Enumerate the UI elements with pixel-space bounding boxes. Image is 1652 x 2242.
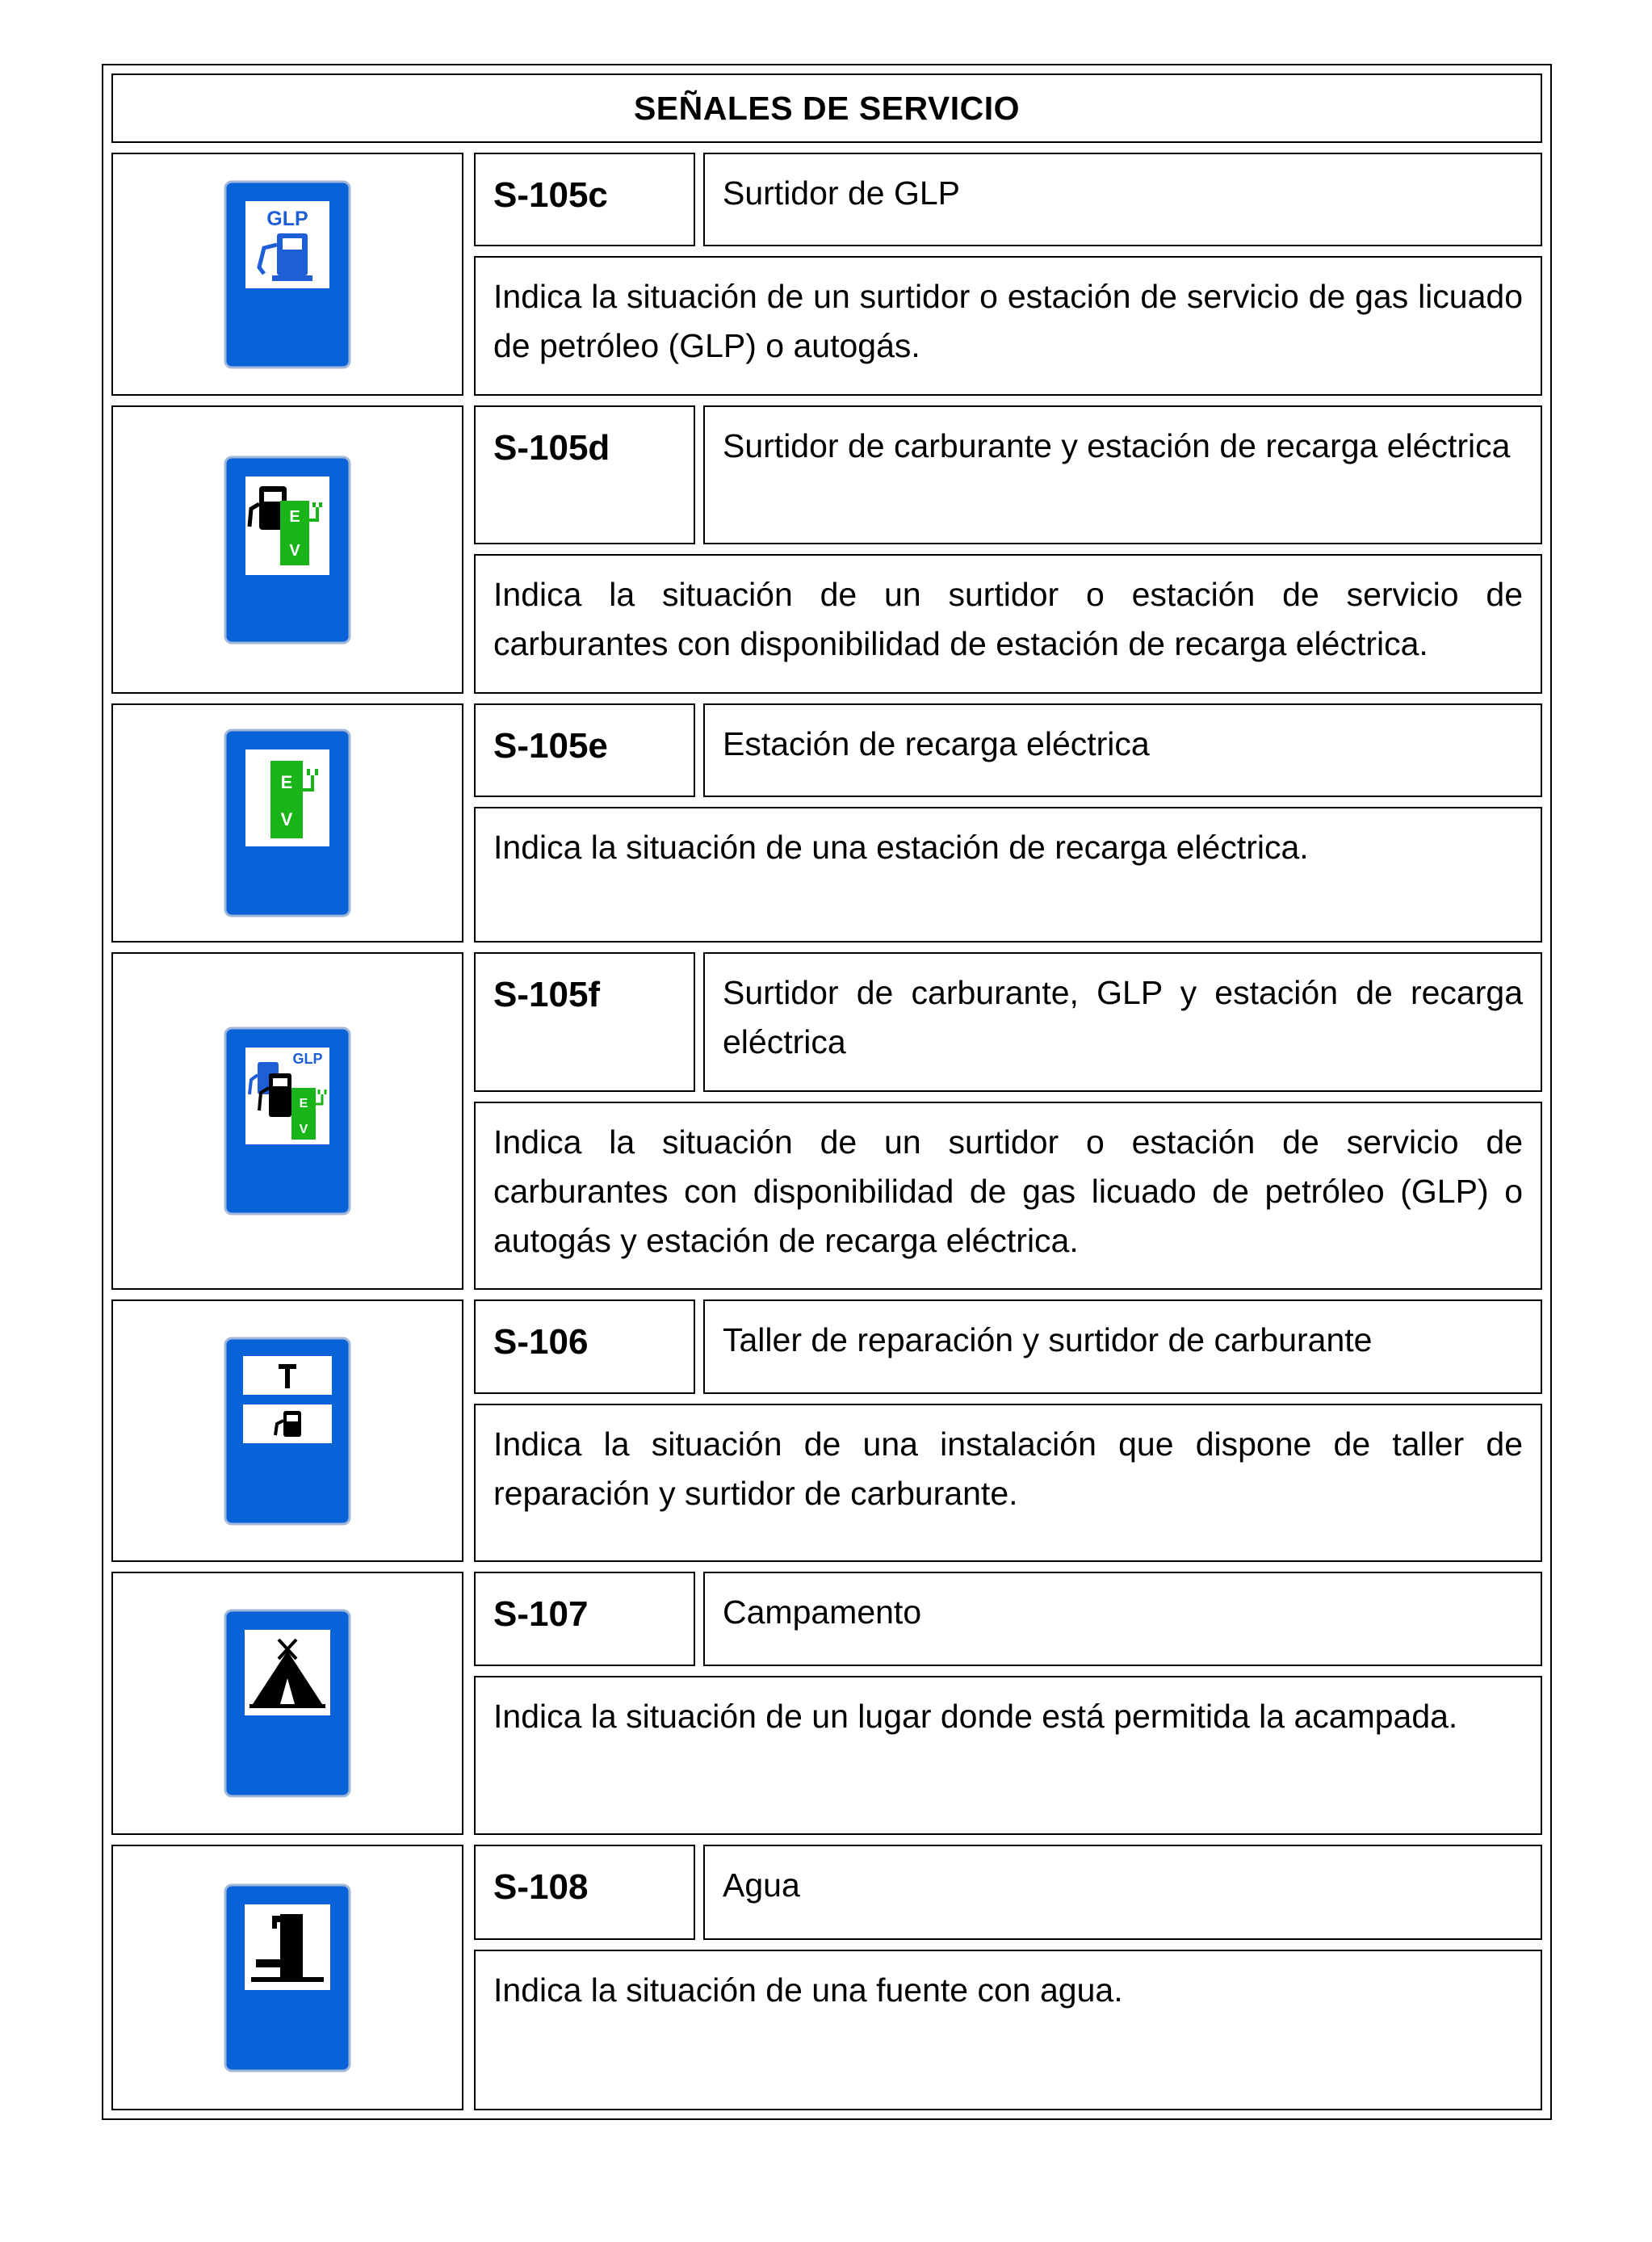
table-title: SEÑALES DE SERVICIO [111, 73, 1542, 143]
sign-description: Indica la situación de una fuente con agua. [474, 1950, 1542, 2110]
sign-image-cell [111, 1299, 463, 1562]
sign-description: Indica la situación de una estación de recarga eléctrica. [474, 807, 1542, 943]
water-tap-icon [224, 1883, 351, 2072]
sign-description: Indica la situación de una instalación que dispone de taller de reparación y surtidor de carburante. [474, 1404, 1542, 1562]
sign-code: S-105f [474, 952, 695, 1092]
sign-image-cell [111, 405, 463, 694]
sign-name: Taller de reparación y surtidor de carburante [703, 1299, 1542, 1394]
sign-image-cell [111, 1572, 463, 1835]
sign-name: Campamento [703, 1572, 1542, 1666]
sign-description: Indica la situación de un surtidor o estación de servicio de gas licuado de petróleo (GLP) o autogás. [474, 256, 1542, 396]
sign-name: Estación de recarga eléctrica [703, 703, 1542, 797]
sign-name: Surtidor de carburante, GLP y estación de recarga eléctrica [703, 952, 1542, 1092]
tent-icon [224, 1609, 351, 1798]
sign-description: Indica la situación de un surtidor o estación de servicio de carburantes con disponibilidad de gas licuado de petróleo (GLP) o autogás y estación de recarga eléctrica. [474, 1102, 1542, 1290]
sign-code: S-105e [474, 703, 695, 797]
svg-text:GLP: GLP [292, 1051, 323, 1067]
svg-text:E: E [289, 507, 300, 526]
svg-text:E: E [299, 1097, 308, 1111]
repair-fuel-icon [224, 1337, 351, 1526]
sign-name: Agua [703, 1845, 1542, 1940]
sign-code: S-105c [474, 153, 695, 246]
sign-name: Surtidor de GLP [703, 153, 1542, 246]
svg-text:V: V [289, 541, 300, 560]
svg-text:V: V [299, 1123, 308, 1136]
ev-charger-icon [224, 728, 351, 917]
sign-name: Surtidor de carburante y estación de recarga eléctrica [703, 405, 1542, 544]
sign-code: S-108 [474, 1845, 695, 1940]
sign-description: Indica la situación de un lugar donde está permitida la acampada. [474, 1676, 1542, 1835]
fuel-ev-pump-icon [224, 456, 351, 644]
sign-image-cell [111, 1845, 463, 2110]
svg-text:V: V [280, 809, 293, 829]
fuel-glp-ev-pump-icon [224, 1027, 351, 1215]
glp-label: GLP [266, 207, 308, 230]
sign-code: S-107 [474, 1572, 695, 1666]
sign-image-cell [111, 952, 463, 1290]
svg-text:E: E [280, 772, 293, 792]
sign-description: Indica la situación de un surtidor o estación de servicio de carburantes con disponibilidad de estación de recarga eléctrica. [474, 554, 1542, 694]
sign-image-cell [111, 703, 463, 943]
sign-image-cell [111, 153, 463, 396]
sign-code: S-105d [474, 405, 695, 544]
sign-code: S-106 [474, 1299, 695, 1394]
glp-pump-icon [224, 180, 351, 369]
